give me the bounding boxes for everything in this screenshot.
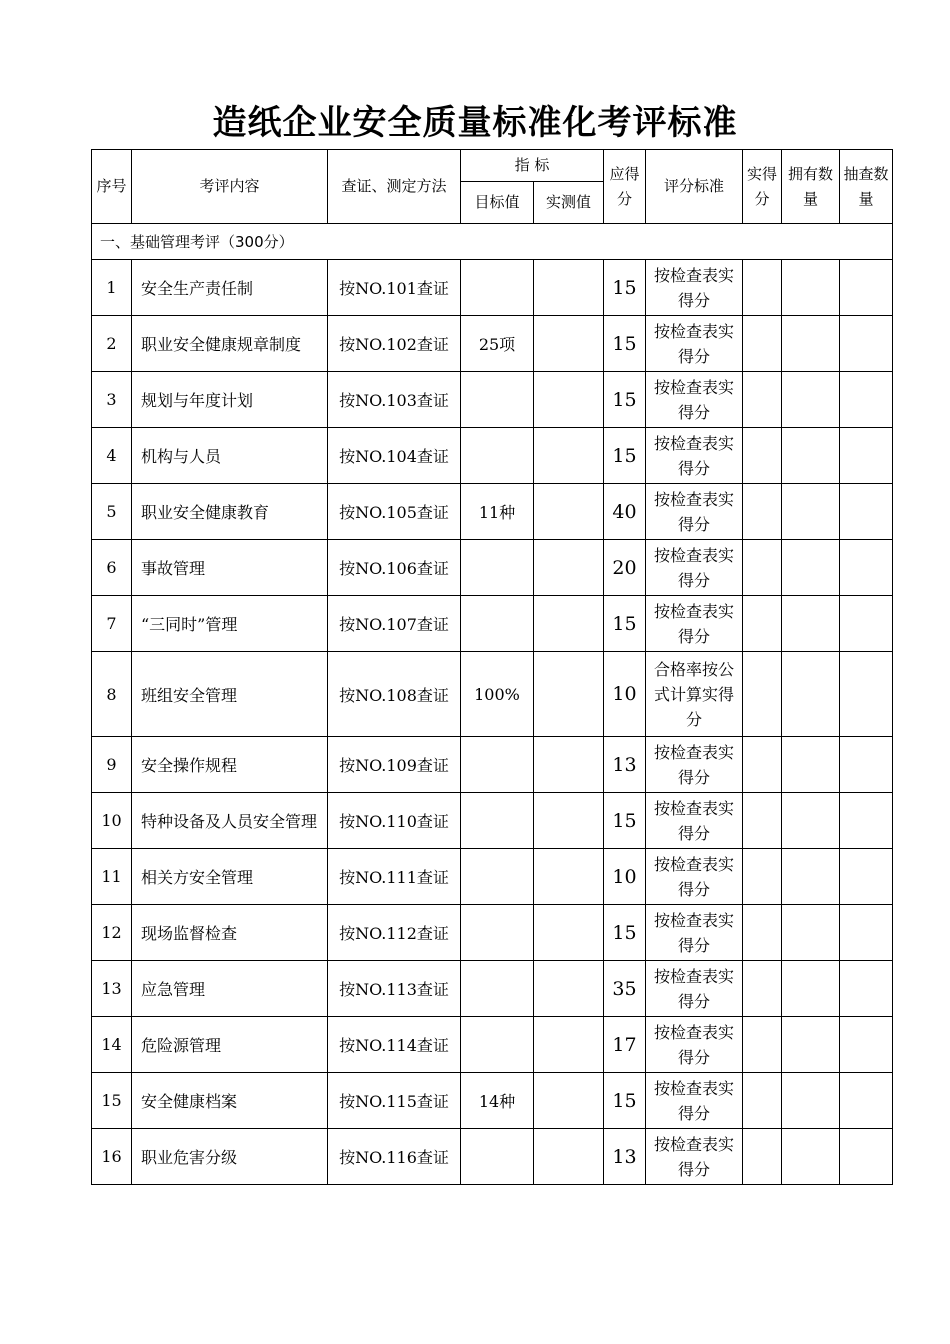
row-content-cell: 特种设备及人员安全管理 [132, 793, 328, 849]
row-content-cell: 安全操作规程 [132, 737, 328, 793]
row-seq-cell: 10 [92, 793, 132, 849]
row-method-cell: 按NO.108查证 [328, 652, 461, 737]
row-method-cell: 按NO.107查证 [328, 596, 461, 652]
table-row [92, 428, 893, 484]
row-sampled-qty-cell [840, 540, 893, 596]
row-seq-cell: 5 [92, 484, 132, 540]
row-target-cell [461, 1017, 534, 1073]
row-target-cell [461, 793, 534, 849]
row-actual-score-cell [743, 1073, 782, 1129]
row-score-cell: 15 [604, 793, 646, 849]
row-owned-qty-cell [782, 737, 840, 793]
row-seq-cell: 8 [92, 652, 132, 737]
row-criteria-cell: 合格率按公式计算实得分 [646, 652, 743, 737]
row-method-cell: 按NO.101查证 [328, 260, 461, 316]
row-measured-cell [534, 652, 604, 737]
table-row [92, 1017, 893, 1073]
row-sampled-qty-cell [840, 652, 893, 737]
row-sampled-qty-cell [840, 596, 893, 652]
row-target-cell [461, 372, 534, 428]
row-content-cell: 职业安全健康规章制度 [132, 316, 328, 372]
row-seq-cell: 14 [92, 1017, 132, 1073]
header-owned-qty: 拥有数量 [782, 150, 840, 224]
row-content-cell: 职业安全健康教育 [132, 484, 328, 540]
table-row [92, 1129, 893, 1185]
row-score-cell: 13 [604, 1129, 646, 1185]
row-method-cell: 按NO.105查证 [328, 484, 461, 540]
row-score-cell: 17 [604, 1017, 646, 1073]
row-owned-qty-cell [782, 540, 840, 596]
standards-table [91, 149, 893, 1185]
row-owned-qty-cell [782, 849, 840, 905]
row-target-cell: 25项 [461, 316, 534, 372]
table-row [92, 484, 893, 540]
row-sampled-qty-cell [840, 793, 893, 849]
page-title: 造纸企业安全质量标准化考评标准 [212, 103, 738, 143]
row-content-cell: 现场监督检查 [132, 905, 328, 961]
table-row [92, 737, 893, 793]
row-actual-score-cell [743, 316, 782, 372]
row-method-cell: 按NO.103查证 [328, 372, 461, 428]
row-criteria-cell: 按检查表实得分 [646, 1129, 743, 1185]
row-score-cell: 15 [604, 316, 646, 372]
row-measured-cell [534, 1017, 604, 1073]
row-seq-cell: 7 [92, 596, 132, 652]
row-score-cell: 35 [604, 961, 646, 1017]
header-indicator: 指 标 [461, 150, 604, 182]
row-actual-score-cell [743, 793, 782, 849]
row-owned-qty-cell [782, 793, 840, 849]
row-method-cell: 按NO.102查证 [328, 316, 461, 372]
row-owned-qty-cell [782, 1073, 840, 1129]
row-score-cell: 10 [604, 849, 646, 905]
row-measured-cell [534, 596, 604, 652]
row-seq-cell: 3 [92, 372, 132, 428]
row-criteria-cell: 按检查表实得分 [646, 596, 743, 652]
row-method-cell: 按NO.111查证 [328, 849, 461, 905]
table-row [92, 652, 893, 737]
row-content-cell: 安全生产责任制 [132, 260, 328, 316]
header-criteria: 评分标准 [646, 150, 743, 224]
row-sampled-qty-cell [840, 849, 893, 905]
row-measured-cell [534, 428, 604, 484]
header-target: 目标值 [461, 182, 534, 224]
row-measured-cell [534, 540, 604, 596]
row-content-cell: 班组安全管理 [132, 652, 328, 737]
row-seq-cell: 16 [92, 1129, 132, 1185]
header-actual-score: 实得分 [743, 150, 782, 224]
row-target-cell [461, 260, 534, 316]
row-owned-qty-cell [782, 372, 840, 428]
row-actual-score-cell [743, 961, 782, 1017]
row-criteria-cell: 按检查表实得分 [646, 849, 743, 905]
row-measured-cell [534, 849, 604, 905]
row-method-cell: 按NO.112查证 [328, 905, 461, 961]
row-criteria-cell: 按检查表实得分 [646, 372, 743, 428]
row-measured-cell [534, 793, 604, 849]
row-seq-cell: 1 [92, 260, 132, 316]
row-target-cell [461, 540, 534, 596]
header-due-score: 应得分 [604, 150, 646, 224]
table-row [92, 793, 893, 849]
row-sampled-qty-cell [840, 1129, 893, 1185]
row-owned-qty-cell [782, 596, 840, 652]
row-sampled-qty-cell [840, 484, 893, 540]
row-content-cell: 安全健康档案 [132, 1073, 328, 1129]
row-criteria-cell: 按检查表实得分 [646, 540, 743, 596]
header-seq: 序号 [92, 150, 132, 224]
row-method-cell: 按NO.115查证 [328, 1073, 461, 1129]
row-measured-cell [534, 737, 604, 793]
row-target-cell [461, 1129, 534, 1185]
row-actual-score-cell [743, 905, 782, 961]
row-content-cell: 危险源管理 [132, 1017, 328, 1073]
row-target-cell: 11种 [461, 484, 534, 540]
header-sampled-qty: 抽查数量 [840, 150, 893, 224]
row-sampled-qty-cell [840, 260, 893, 316]
row-score-cell: 20 [604, 540, 646, 596]
header-method: 查证、测定方法 [328, 150, 461, 224]
row-actual-score-cell [743, 540, 782, 596]
row-sampled-qty-cell [840, 1073, 893, 1129]
row-content-cell: 规划与年度计划 [132, 372, 328, 428]
row-score-cell: 15 [604, 428, 646, 484]
row-sampled-qty-cell [840, 316, 893, 372]
row-target-cell [461, 905, 534, 961]
row-target-cell [461, 737, 534, 793]
row-measured-cell [534, 961, 604, 1017]
row-seq-cell: 2 [92, 316, 132, 372]
row-content-cell: 相关方安全管理 [132, 849, 328, 905]
row-sampled-qty-cell [840, 905, 893, 961]
section-heading: 一、基础管理考评（300分） [92, 224, 893, 260]
row-seq-cell: 9 [92, 737, 132, 793]
row-measured-cell [534, 372, 604, 428]
row-score-cell: 13 [604, 737, 646, 793]
row-actual-score-cell [743, 737, 782, 793]
row-method-cell: 按NO.116查证 [328, 1129, 461, 1185]
row-score-cell: 15 [604, 1073, 646, 1129]
row-score-cell: 15 [604, 596, 646, 652]
row-criteria-cell: 按检查表实得分 [646, 428, 743, 484]
row-owned-qty-cell [782, 316, 840, 372]
header-measured: 实测值 [534, 182, 604, 224]
row-owned-qty-cell [782, 428, 840, 484]
row-score-cell: 40 [604, 484, 646, 540]
row-criteria-cell: 按检查表实得分 [646, 260, 743, 316]
table-row [92, 1073, 893, 1129]
row-score-cell: 15 [604, 905, 646, 961]
row-actual-score-cell [743, 652, 782, 737]
row-content-cell: 职业危害分级 [132, 1129, 328, 1185]
row-actual-score-cell [743, 1017, 782, 1073]
row-seq-cell: 4 [92, 428, 132, 484]
row-owned-qty-cell [782, 260, 840, 316]
row-owned-qty-cell [782, 484, 840, 540]
row-actual-score-cell [743, 1129, 782, 1185]
row-measured-cell [534, 1129, 604, 1185]
row-criteria-cell: 按检查表实得分 [646, 961, 743, 1017]
row-score-cell: 15 [604, 372, 646, 428]
row-criteria-cell: 按检查表实得分 [646, 1017, 743, 1073]
row-sampled-qty-cell [840, 961, 893, 1017]
row-criteria-cell: 按检查表实得分 [646, 1073, 743, 1129]
row-measured-cell [534, 316, 604, 372]
table-row [92, 596, 893, 652]
table-row [92, 260, 893, 316]
row-method-cell: 按NO.104查证 [328, 428, 461, 484]
row-criteria-cell: 按检查表实得分 [646, 905, 743, 961]
row-seq-cell: 6 [92, 540, 132, 596]
row-seq-cell: 11 [92, 849, 132, 905]
row-target-cell [461, 428, 534, 484]
row-method-cell: 按NO.109查证 [328, 737, 461, 793]
row-owned-qty-cell [782, 1129, 840, 1185]
row-actual-score-cell [743, 260, 782, 316]
row-actual-score-cell [743, 372, 782, 428]
row-target-cell: 14种 [461, 1073, 534, 1129]
row-owned-qty-cell [782, 961, 840, 1017]
row-target-cell [461, 849, 534, 905]
row-method-cell: 按NO.114查证 [328, 1017, 461, 1073]
row-method-cell: 按NO.113查证 [328, 961, 461, 1017]
table-row [92, 540, 893, 596]
table-row [92, 905, 893, 961]
row-method-cell: 按NO.110查证 [328, 793, 461, 849]
row-target-cell [461, 596, 534, 652]
row-content-cell: 事故管理 [132, 540, 328, 596]
row-target-cell [461, 961, 534, 1017]
row-seq-cell: 12 [92, 905, 132, 961]
row-score-cell: 15 [604, 260, 646, 316]
row-measured-cell [534, 260, 604, 316]
table-row [92, 961, 893, 1017]
row-actual-score-cell [743, 428, 782, 484]
row-owned-qty-cell [782, 652, 840, 737]
header-content: 考评内容 [132, 150, 328, 224]
row-owned-qty-cell [782, 905, 840, 961]
row-sampled-qty-cell [840, 372, 893, 428]
row-actual-score-cell [743, 484, 782, 540]
table-row [92, 372, 893, 428]
row-actual-score-cell [743, 849, 782, 905]
row-content-cell: 应急管理 [132, 961, 328, 1017]
row-criteria-cell: 按检查表实得分 [646, 793, 743, 849]
row-content-cell: “三同时”管理 [132, 596, 328, 652]
table-row [92, 849, 893, 905]
row-sampled-qty-cell [840, 428, 893, 484]
row-sampled-qty-cell [840, 1017, 893, 1073]
row-actual-score-cell [743, 596, 782, 652]
row-measured-cell [534, 905, 604, 961]
row-measured-cell [534, 484, 604, 540]
row-sampled-qty-cell [840, 737, 893, 793]
row-content-cell: 机构与人员 [132, 428, 328, 484]
row-seq-cell: 13 [92, 961, 132, 1017]
row-seq-cell: 15 [92, 1073, 132, 1129]
table-row [92, 316, 893, 372]
row-owned-qty-cell [782, 1017, 840, 1073]
row-method-cell: 按NO.106查证 [328, 540, 461, 596]
row-criteria-cell: 按检查表实得分 [646, 316, 743, 372]
row-target-cell: 100% [461, 652, 534, 737]
row-criteria-cell: 按检查表实得分 [646, 484, 743, 540]
row-measured-cell [534, 1073, 604, 1129]
row-score-cell: 10 [604, 652, 646, 737]
row-criteria-cell: 按检查表实得分 [646, 737, 743, 793]
